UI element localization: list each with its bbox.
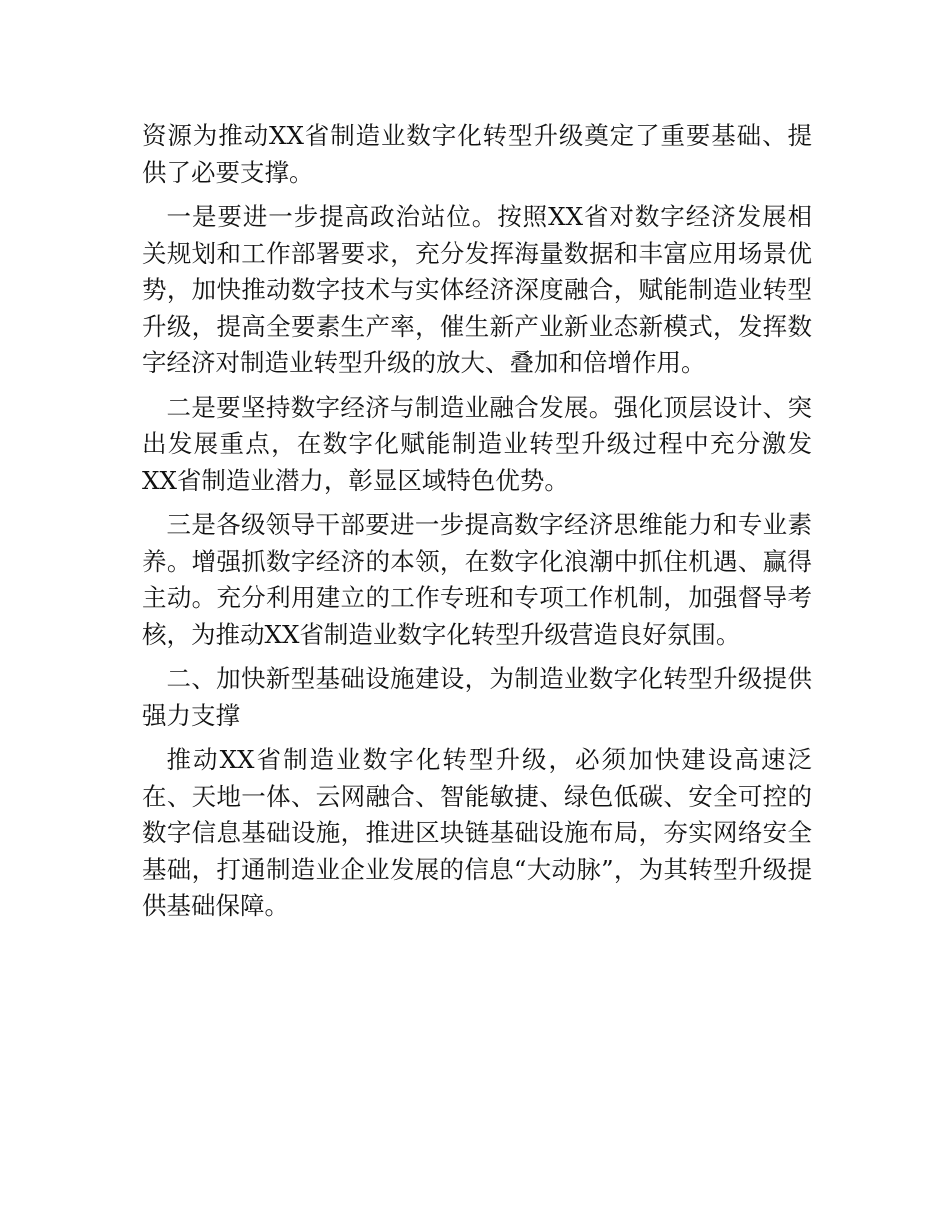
paragraph-integration: 二是要坚持数字经济与制造业融合发展。强化顶层设计、突出发展重点，在数字化赋能制造业转型升级过程中充分激发XX省制造业潜力，彰显区域特色优势。 [142,392,812,495]
document-page [142,118,812,933]
paragraph-infrastructure: 推动XX省制造业数字化转型升级，必须加快建设高速泛在、天地一体、云网融合、智能敏捷、绿色低碳、安全可控的数字信息基础设施，推进区块链基础设施布局，夯实网络安全基础，打通制造业企业发展的信息“大动脉”，为其转型升级提供基础保障。 [142,745,812,920]
paragraph-political-stance: 一是要进一步提高政治站位。按照XX省对数字经济发展相关规划和工作部署要求，充分发挥海量数据和丰富应用场景优势，加快推动数字技术与实体经济深度融合，赋能制造业转型升级，提高全要素生产率，催生新产业新业态新模式，发挥数字经济对制造业转型升级的放大、叠加和倍增作用。 [142,202,812,377]
paragraph-continuation: 资源为推动XX省制造业数字化转型升级奠定了重要基础、提供了必要支撑。 [142,121,812,187]
paragraph-leadership: 三是各级领导干部要进一步提高数字经济思维能力和专业素养。增强抓数字经济的本领，在数字化浪潮中抓住机遇、赢得主动。充分利用建立的工作专班和专项工作机制，加强督导考核，为推动XX省制造业数字化转型升级营造良好氛围。 [142,510,812,649]
section-heading-infrastructure: 二、加快新型基础设施建设，为制造业数字化转型升级提供强力支撑 [142,664,812,730]
